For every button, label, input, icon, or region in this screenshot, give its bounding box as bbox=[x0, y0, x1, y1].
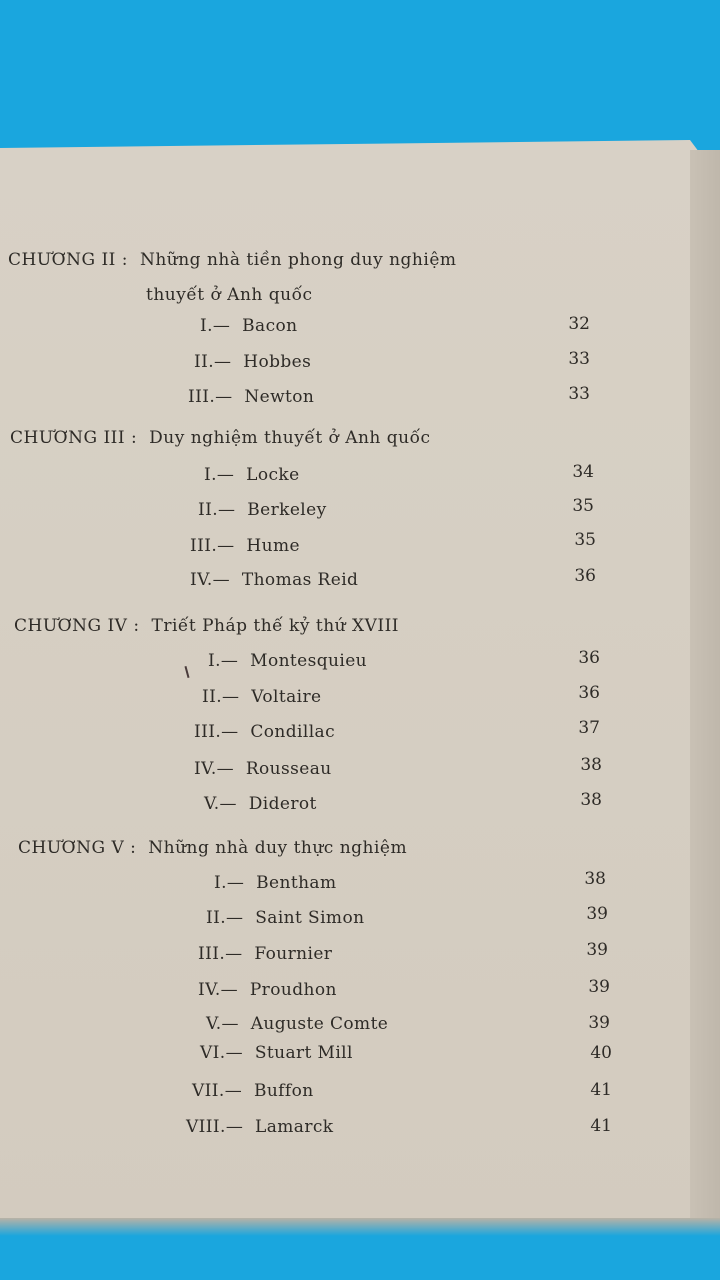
chapter-heading bbox=[10, 428, 431, 448]
entry-page: 39 bbox=[586, 904, 608, 924]
entry-numeral: III.— bbox=[190, 536, 235, 556]
entry-name: Stuart Mill bbox=[254, 1043, 353, 1063]
chapter-title-continued: thuyết ở Anh quốc bbox=[146, 285, 313, 305]
entry-numeral: II.— bbox=[202, 687, 240, 707]
entry-numeral: VII.— bbox=[192, 1081, 243, 1101]
toc-entry bbox=[186, 1117, 333, 1137]
toc-entry bbox=[198, 980, 337, 1000]
entry-numeral: II.— bbox=[194, 352, 232, 372]
entry-numeral: I.— bbox=[200, 316, 231, 336]
entry-name: Thomas Reid bbox=[241, 570, 359, 590]
entry-page: 35 bbox=[572, 496, 594, 516]
entry-numeral: IV.— bbox=[194, 759, 235, 779]
toc-entry bbox=[192, 1081, 314, 1101]
entry-name: Newton bbox=[244, 387, 315, 407]
entry-page: 40 bbox=[590, 1043, 612, 1063]
pencil-mark bbox=[184, 666, 189, 678]
chapter-heading bbox=[8, 250, 457, 270]
entry-page: 38 bbox=[584, 869, 606, 889]
entry-name: Rousseau bbox=[245, 759, 332, 779]
entry-page: 39 bbox=[586, 940, 608, 960]
entry-page: 32 bbox=[568, 314, 590, 334]
entry-name: Fournier bbox=[254, 944, 333, 964]
entry-name: Auguste Comte bbox=[250, 1014, 389, 1034]
entry-name: Voltaire bbox=[251, 687, 322, 707]
toc-entry bbox=[206, 1014, 388, 1034]
entry-numeral: VI.— bbox=[200, 1043, 243, 1063]
toc-entry bbox=[214, 873, 336, 893]
entry-page: 37 bbox=[578, 718, 600, 738]
toc-entry bbox=[200, 316, 297, 336]
entry-name: Saint Simon bbox=[255, 908, 365, 928]
chapter-label: CHƯƠNG II : bbox=[8, 250, 129, 270]
entry-page: 36 bbox=[578, 683, 600, 703]
entry-page: 38 bbox=[580, 790, 602, 810]
chapter-title: Những nhà tiền phong duy nghiệm bbox=[139, 250, 457, 270]
entry-numeral: III.— bbox=[198, 944, 243, 964]
chapter-label: CHƯƠNG IV : bbox=[14, 616, 140, 636]
toc-entry bbox=[194, 759, 332, 779]
entry-numeral: IV.— bbox=[198, 980, 239, 1000]
entry-name: Lamarck bbox=[255, 1117, 334, 1137]
entry-numeral: I.— bbox=[204, 465, 235, 485]
entry-page: 36 bbox=[578, 648, 600, 668]
entry-name: Condillac bbox=[250, 722, 336, 742]
entry-numeral: VIII.— bbox=[186, 1117, 244, 1137]
chapter-label: CHƯƠNG V : bbox=[18, 838, 137, 858]
entry-numeral: II.— bbox=[198, 500, 236, 520]
entry-page: 33 bbox=[568, 349, 590, 369]
chapter-label: CHƯƠNG III : bbox=[10, 428, 138, 448]
toc-entry bbox=[200, 1043, 353, 1063]
entry-numeral: III.— bbox=[188, 387, 233, 407]
chapter-title: Duy nghiệm thuyết ở Anh quốc bbox=[149, 428, 431, 448]
entry-name: Proudhon bbox=[249, 980, 337, 1000]
entry-name: Hobbes bbox=[243, 352, 312, 372]
toc-entry bbox=[204, 794, 317, 814]
entry-page: 41 bbox=[590, 1116, 612, 1136]
chapter-title: Những nhà duy thực nghiệm bbox=[148, 838, 408, 858]
entry-page: 39 bbox=[588, 1013, 610, 1033]
entry-numeral: I.— bbox=[208, 651, 239, 671]
toc-entry bbox=[198, 500, 327, 520]
entry-name: Berkeley bbox=[247, 500, 327, 520]
entry-name: Buffon bbox=[253, 1081, 314, 1101]
toc-entry bbox=[208, 651, 367, 671]
entry-numeral: IV.— bbox=[190, 570, 231, 590]
entry-name: Locke bbox=[246, 465, 300, 485]
entry-page: 35 bbox=[574, 530, 596, 550]
entry-numeral: V.— bbox=[206, 1014, 239, 1034]
toc-entry bbox=[198, 944, 332, 964]
toc-entry bbox=[190, 536, 300, 556]
entry-page: 36 bbox=[574, 566, 596, 586]
entry-page: 38 bbox=[580, 755, 602, 775]
entry-numeral: II.— bbox=[206, 908, 244, 928]
chapter-heading bbox=[18, 838, 407, 858]
toc-entry bbox=[194, 352, 311, 372]
entry-page: 41 bbox=[590, 1080, 612, 1100]
entry-page: 39 bbox=[588, 977, 610, 997]
chapter-title: Triết Pháp thế kỷ thứ XVIII bbox=[151, 616, 400, 636]
chapter-heading bbox=[14, 616, 399, 636]
entry-name: Montesquieu bbox=[250, 651, 368, 671]
entry-numeral: V.— bbox=[204, 794, 237, 814]
toc-entry bbox=[206, 908, 364, 928]
entry-name: Bacon bbox=[242, 316, 298, 336]
entry-numeral: I.— bbox=[214, 873, 245, 893]
entry-name: Bentham bbox=[256, 873, 337, 893]
entry-name: Diderot bbox=[248, 794, 317, 814]
toc-entry bbox=[188, 387, 314, 407]
toc-entry bbox=[190, 570, 358, 590]
entry-page: 33 bbox=[568, 384, 590, 404]
entry-name: Hume bbox=[246, 536, 300, 556]
toc-entry bbox=[194, 722, 335, 742]
entry-numeral: III.— bbox=[194, 722, 239, 742]
entry-page: 34 bbox=[572, 462, 594, 482]
toc-entry bbox=[202, 687, 321, 707]
toc-entry bbox=[204, 465, 300, 485]
